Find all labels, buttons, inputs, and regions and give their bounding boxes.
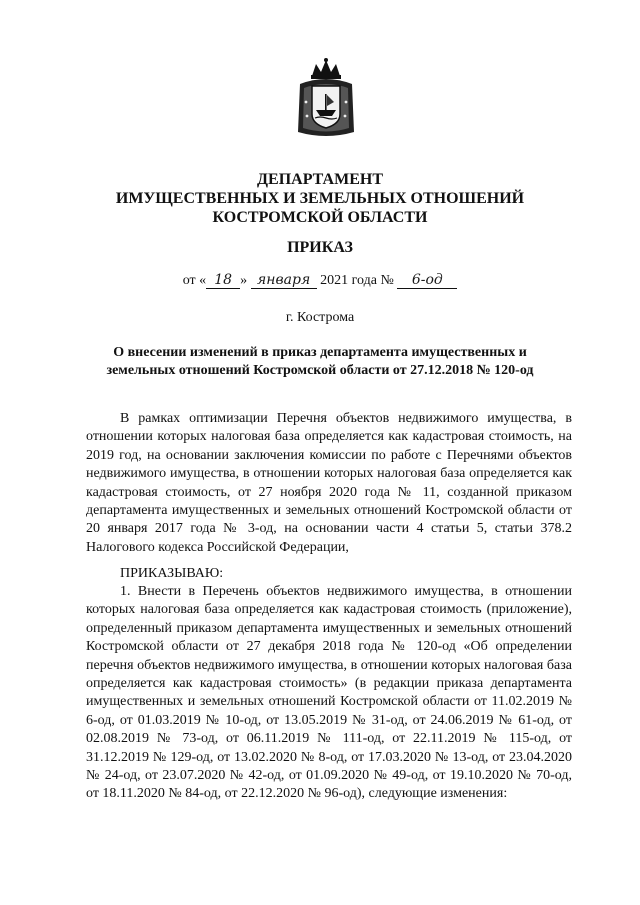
subject-line-2: земельных отношений Костромской области от 27.12.2018 № 120-од: [106, 363, 534, 378]
coat-of-arms-emblem: [294, 58, 358, 138]
city: г. Кострома: [285, 310, 355, 325]
handwritten-day: 18: [206, 272, 240, 289]
orders-heading: ПРИКАЗЫВАЮ:: [120, 566, 224, 581]
document-type: ПРИКАЗ: [287, 239, 353, 256]
department-name-line-2: ИМУЩЕСТВЕННЫХ И ЗЕМЕЛЬНЫХ ОТНОШЕНИЙ: [115, 190, 525, 207]
year-text: 2021 года №: [320, 273, 394, 288]
date-line: [0, 272, 640, 289]
department-name: [0, 170, 640, 227]
department-name-line-3: КОСТРОМСКОЙ ОБЛАСТИ: [212, 209, 428, 226]
handwritten-number: 6-од: [397, 272, 457, 289]
subject-line-1: О внесении изменений в приказ департамента имущественных и: [113, 345, 527, 360]
clause-1-paragraph: 1. Внести в Перечень объектов недвижимого имущества, в отношении которых налоговая база определяется как кадастровая стоимость (приложение), определенный приказом департамента имущественных и земельных отношений Костромской области от 27 декабря 2018 года № 120-од «Об определении перечня объектов недвижимого имущества, в отношении которых налоговая база определяется как кадастровая стоимость» (в редакции приказа департамента имущественных и земельных отношений Костромской области от 11.02.2019 № 6-од, от 01.03.2019 № 10-од, от 13.05.2019 № 31-од, от 24.06.2019 № 61-од, от 02.08.2019 № 73-од, от 06.11.2019 № 111-од, от 22.11.2019 № 115-од, от 31.12.2019 № 129-од, от 13.02.2020 № 8-од, от 17.03.2020 № 13-од, от 23.04.2020 № 24-од, от 23.07.2020 № 42-од, от 01.09.2020 № 49-од, от 19.10.2020 № 70-од, от 18.11.2020 № 84-од, от 22.12.2020 № 96-од), следующие изменения:: [86, 584, 572, 802]
department-name-line-1: ДЕПАРТАМЕНТ: [257, 171, 383, 188]
document-subject: [95, 344, 545, 380]
preamble-paragraph: В рамках оптимизации Перечня объектов недвижимого имущества, в отношении которых налоговая база определяется как кадастровая стоимость, на 2019 год, на основании заключения комиссии по работе с Перечнями объектов недвижимого имущества, в отношении которых налоговая база определяется как кадастровая стоимость, от 27 ноября 2020 года № 11, созданной приказом департамента имущественных и земельных отношений Костромской области от 20 января 2017 года № 3-од, на основании части 4 статьи 5, статьи 378.2 Налогового кодекса Российской Федерации,: [86, 411, 572, 555]
date-mid: »: [240, 273, 248, 288]
date-prefix: от «: [182, 273, 207, 288]
handwritten-month: января: [251, 272, 317, 289]
